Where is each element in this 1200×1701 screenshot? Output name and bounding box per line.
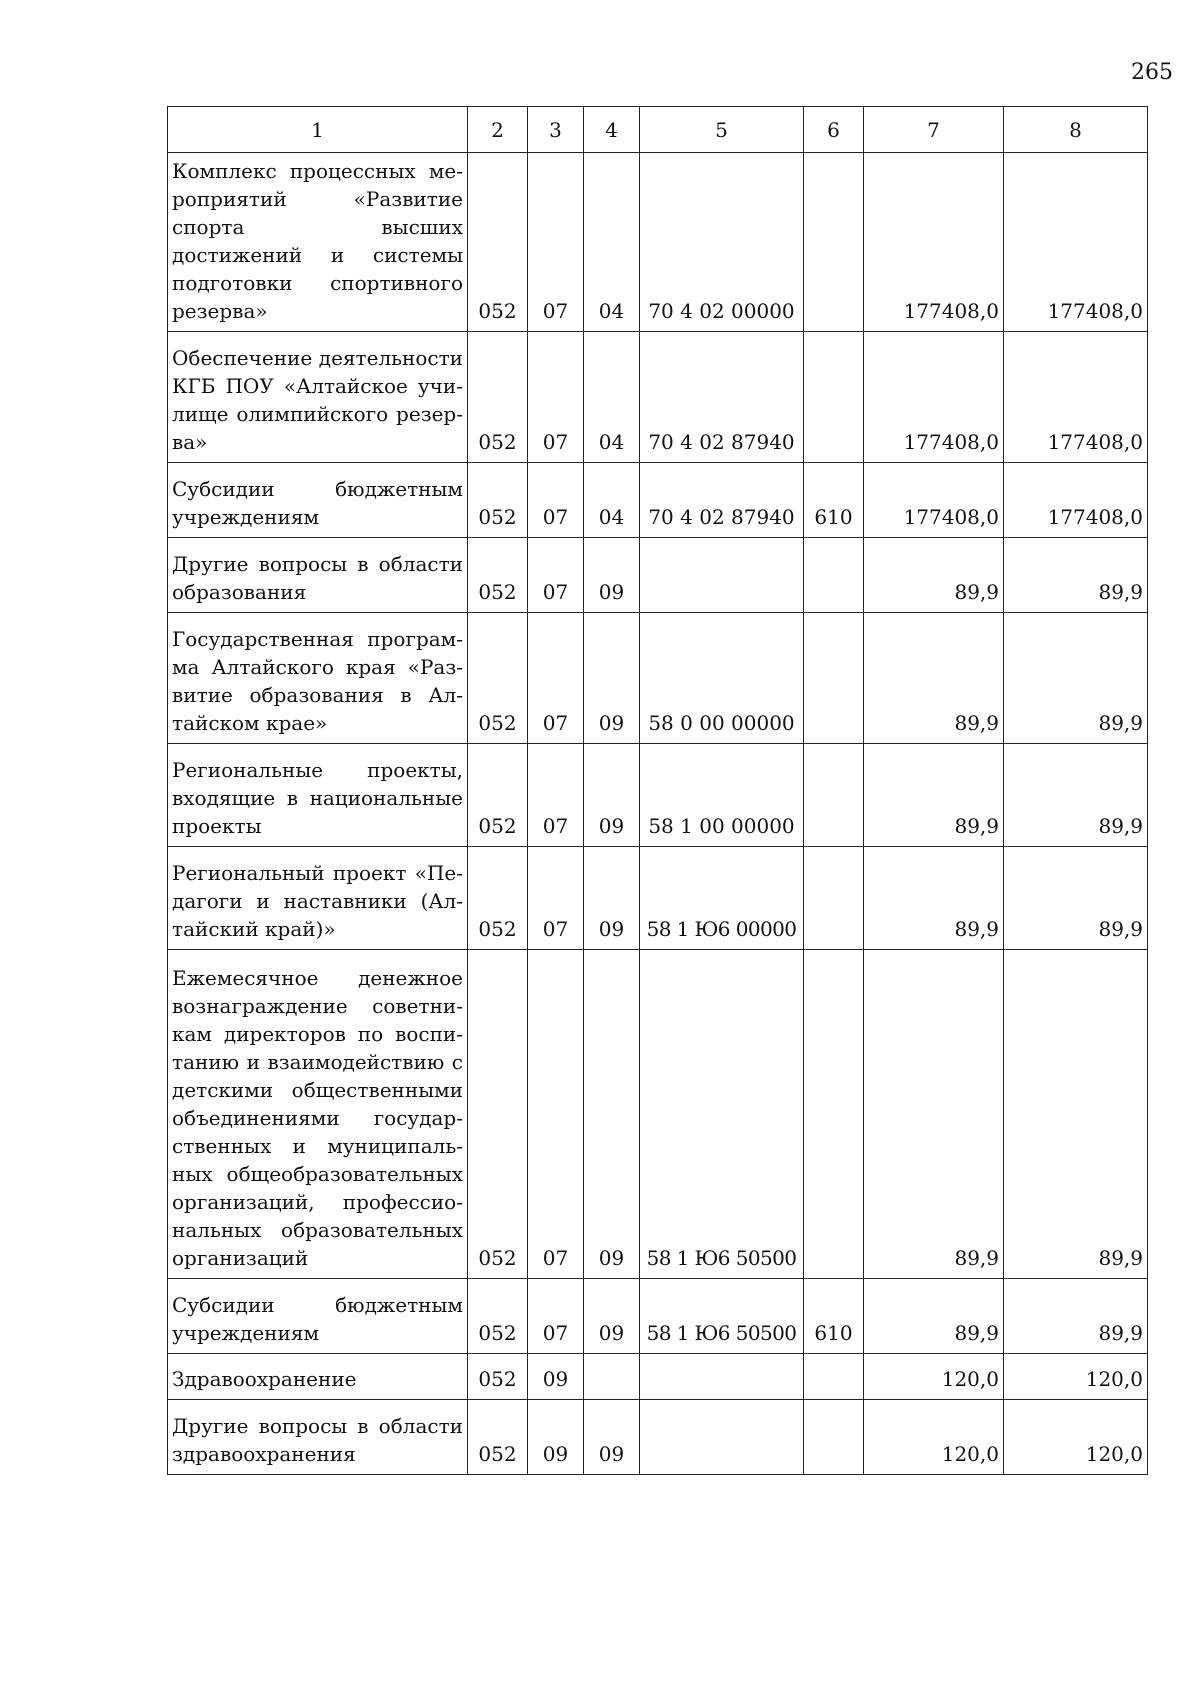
cell-col3: 07 (528, 463, 584, 538)
cell-col5: 58 1 Ю6 50500 (640, 950, 804, 1279)
cell-col6: 610 (804, 463, 864, 538)
column-header: 8 (1004, 107, 1148, 153)
cell-col3: 07 (528, 950, 584, 1279)
column-header: 6 (804, 107, 864, 153)
table-row (168, 1354, 1148, 1400)
cell-col8: 89,9 (1004, 1279, 1148, 1354)
cell-col5 (640, 1354, 804, 1400)
cell-col2: 052 (468, 538, 528, 613)
cell-col8: 89,9 (1004, 950, 1148, 1279)
table-row (168, 847, 1148, 950)
table-row (168, 744, 1148, 847)
column-header: 2 (468, 107, 528, 153)
row-name: Субсидии бюджетным учреждениям (168, 1279, 468, 1354)
cell-col2: 052 (468, 613, 528, 744)
cell-col4: 04 (584, 332, 640, 463)
table-row (168, 538, 1148, 613)
cell-col2: 052 (468, 1279, 528, 1354)
cell-col4: 09 (584, 847, 640, 950)
row-name: Региональные проекты, входящие в национальные проекты (168, 744, 468, 847)
row-name: Обеспечение деятельности КГБ ПОУ «Алтайское училище олимпийского резерва» (168, 332, 468, 463)
cell-col6 (804, 744, 864, 847)
table-row (168, 153, 1148, 332)
cell-col3: 07 (528, 613, 584, 744)
cell-col7: 89,9 (864, 950, 1004, 1279)
cell-col2: 052 (468, 847, 528, 950)
cell-col8: 177408,0 (1004, 463, 1148, 538)
cell-col7: 177408,0 (864, 332, 1004, 463)
cell-col7: 89,9 (864, 744, 1004, 847)
cell-col7: 120,0 (864, 1354, 1004, 1400)
cell-col8: 177408,0 (1004, 332, 1148, 463)
cell-col5: 70 4 02 87940 (640, 332, 804, 463)
cell-col3: 07 (528, 847, 584, 950)
row-name: Здравоохранение (168, 1354, 468, 1400)
cell-col6 (804, 153, 864, 332)
cell-col7: 89,9 (864, 613, 1004, 744)
table-row (168, 950, 1148, 1279)
cell-col4 (584, 1354, 640, 1400)
cell-col5 (640, 538, 804, 613)
table-row (168, 1279, 1148, 1354)
row-name: Другие вопросы в области образования (168, 538, 468, 613)
cell-col2: 052 (468, 950, 528, 1279)
cell-col4: 04 (584, 153, 640, 332)
cell-col3: 07 (528, 538, 584, 613)
row-name: Субсидии бюджетным учреждениям (168, 463, 468, 538)
column-header: 5 (640, 107, 804, 153)
cell-col5: 58 1 Ю6 00000 (640, 847, 804, 950)
cell-col6: 610 (804, 1279, 864, 1354)
cell-col3: 07 (528, 1279, 584, 1354)
cell-col7: 120,0 (864, 1400, 1004, 1475)
table-row (168, 463, 1148, 538)
cell-col7: 89,9 (864, 847, 1004, 950)
row-name: Другие вопросы в области здравоохранения (168, 1400, 468, 1475)
table-row (168, 332, 1148, 463)
cell-col6 (804, 1354, 864, 1400)
cell-col6 (804, 332, 864, 463)
row-name: Государственная программа Алтайского края «Развитие образования в Алтайском крае» (168, 613, 468, 744)
budget-table (167, 106, 1148, 1475)
cell-col8: 120,0 (1004, 1400, 1148, 1475)
row-name: Региональный проект «Педагоги и наставники (Алтайский край)» (168, 847, 468, 950)
cell-col3: 07 (528, 332, 584, 463)
cell-col3: 07 (528, 153, 584, 332)
cell-col4: 09 (584, 1279, 640, 1354)
table-row (168, 613, 1148, 744)
cell-col5: 58 1 Ю6 50500 (640, 1279, 804, 1354)
cell-col4: 09 (584, 1400, 640, 1475)
column-header: 1 (168, 107, 468, 153)
cell-col2: 052 (468, 332, 528, 463)
cell-col8: 89,9 (1004, 613, 1148, 744)
page-number: 265 (1131, 60, 1173, 85)
cell-col8: 89,9 (1004, 538, 1148, 613)
cell-col4: 09 (584, 538, 640, 613)
cell-col5: 58 1 00 00000 (640, 744, 804, 847)
column-header: 4 (584, 107, 640, 153)
cell-col4: 09 (584, 613, 640, 744)
cell-col7: 89,9 (864, 1279, 1004, 1354)
cell-col6 (804, 538, 864, 613)
cell-col6 (804, 950, 864, 1279)
cell-col5: 70 4 02 87940 (640, 463, 804, 538)
cell-col2: 052 (468, 153, 528, 332)
cell-col6 (804, 847, 864, 950)
cell-col6 (804, 613, 864, 744)
cell-col8: 177408,0 (1004, 153, 1148, 332)
table-header-row (168, 107, 1148, 153)
cell-col5: 70 4 02 00000 (640, 153, 804, 332)
cell-col3: 09 (528, 1354, 584, 1400)
cell-col2: 052 (468, 1400, 528, 1475)
cell-col3: 07 (528, 744, 584, 847)
cell-col8: 89,9 (1004, 744, 1148, 847)
cell-col2: 052 (468, 463, 528, 538)
cell-col2: 052 (468, 1354, 528, 1400)
cell-col8: 120,0 (1004, 1354, 1148, 1400)
cell-col7: 177408,0 (864, 153, 1004, 332)
cell-col2: 052 (468, 744, 528, 847)
cell-col5: 58 0 00 00000 (640, 613, 804, 744)
row-name: Ежемесячное денежное вознаграждение советникам директоров по воспитанию и взаимодействию с детскими общественными объединениями государственных и муниципальных общеобразовательных организаций, профессиональных образовательных организаций (168, 950, 468, 1279)
cell-col3: 09 (528, 1400, 584, 1475)
cell-col4: 04 (584, 463, 640, 538)
column-header: 7 (864, 107, 1004, 153)
column-header: 3 (528, 107, 584, 153)
cell-col5 (640, 1400, 804, 1475)
cell-col4: 09 (584, 744, 640, 847)
cell-col8: 89,9 (1004, 847, 1148, 950)
cell-col7: 89,9 (864, 538, 1004, 613)
table-row (168, 1400, 1148, 1475)
cell-col6 (804, 1400, 864, 1475)
row-name: Комплекс процессных мероприятий «Развитие спорта высших достижений и системы подготовки спортивного резерва» (168, 153, 468, 332)
cell-col4: 09 (584, 950, 640, 1279)
cell-col7: 177408,0 (864, 463, 1004, 538)
